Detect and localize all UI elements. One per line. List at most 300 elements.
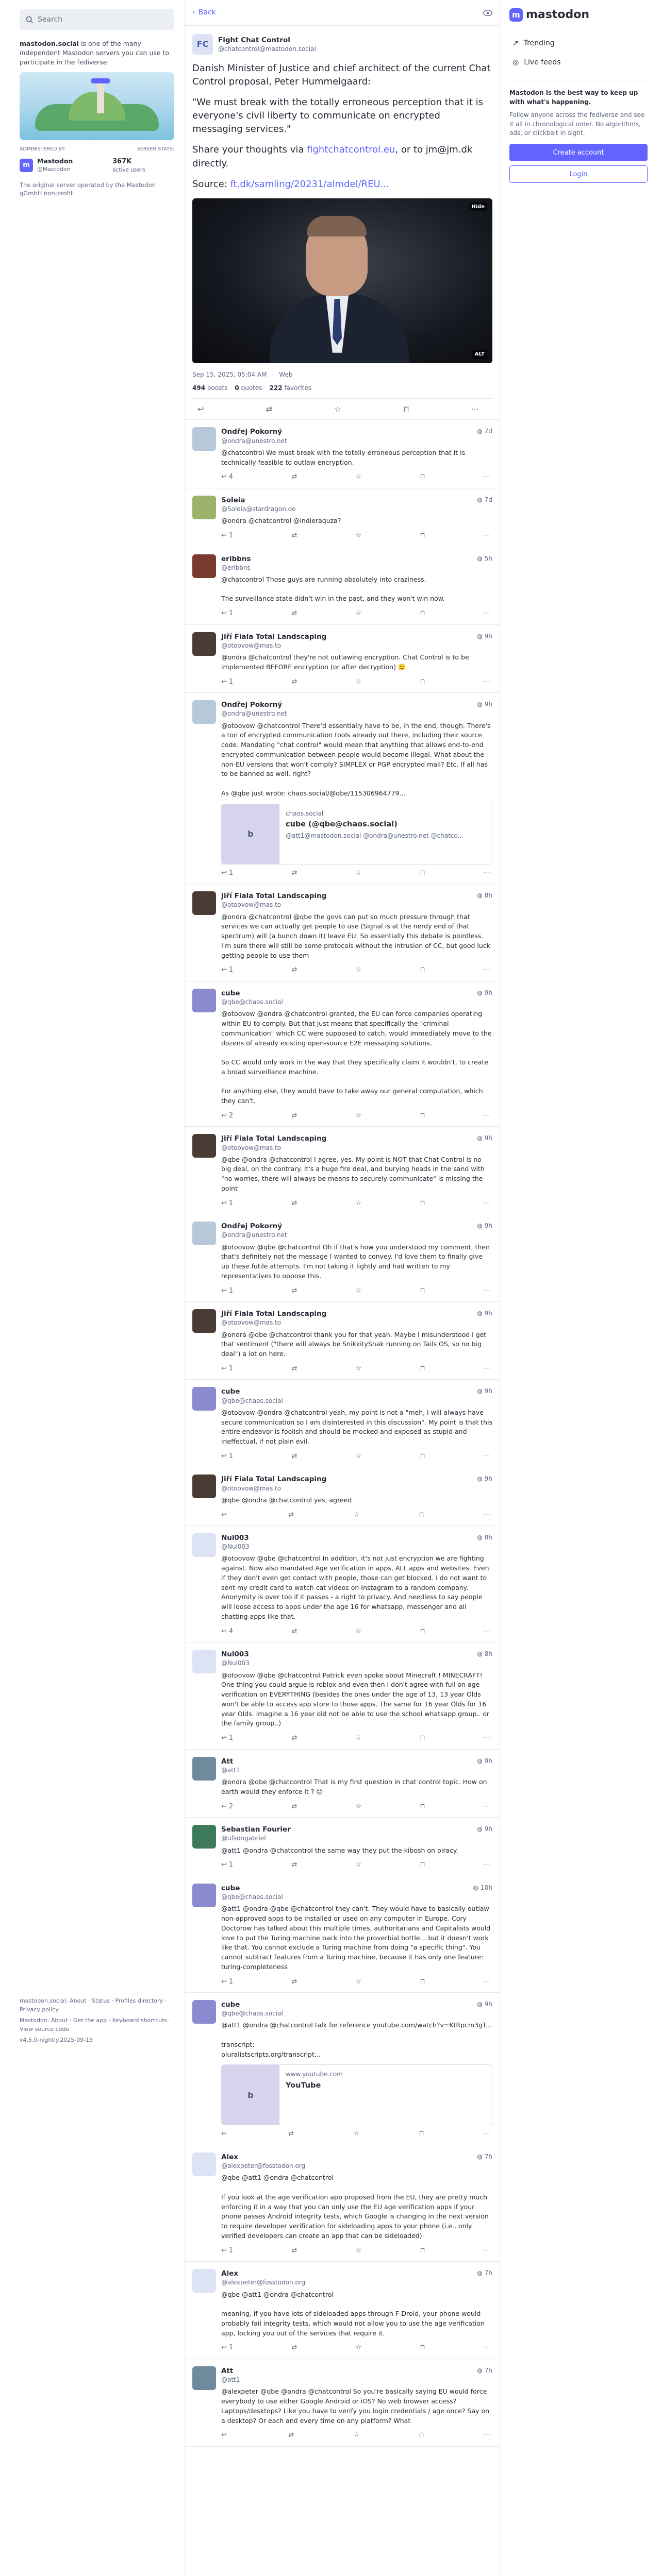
- boost-button[interactable]: [291, 609, 297, 618]
- reply-icon[interactable]: ↩: [197, 404, 204, 414]
- status-time[interactable]: [477, 1387, 492, 1395]
- boost-icon[interactable]: ⇄: [266, 404, 273, 414]
- boost-icon: ⇄: [288, 2431, 294, 2439]
- reply-button[interactable]: [221, 1364, 233, 1374]
- brand-logo[interactable]: [509, 7, 648, 23]
- boost-button[interactable]: [291, 677, 297, 687]
- more-button[interactable]: [484, 2129, 490, 2139]
- more-icon[interactable]: ⋯: [471, 404, 479, 414]
- display-name[interactable]: Jiří Fiala Total Landscaping: [221, 1134, 327, 1143]
- display-name[interactable]: Jiří Fiala Total Landscaping: [221, 1475, 327, 1484]
- bookmark-button[interactable]: [420, 2343, 425, 2352]
- bookmark-button[interactable]: [420, 472, 425, 482]
- favorite-button[interactable]: [356, 531, 362, 540]
- avatar[interactable]: [192, 2366, 216, 2390]
- display-name[interactable]: Nul003: [221, 1650, 249, 1659]
- avatar[interactable]: [192, 632, 216, 656]
- reply-text: @otoovow @chatcontrol There'd essentially have to be, in the end, though. There's a ton of encrypted communication tools already out there, including their source code. Mandating "chat control" would mean that anything that allows end-to-end encrypted communication between people would become illegal. What about the non-EU versions that won't comply? SIMPLEX or PGP encrypted mail? Etc. If all has to be banned as well, right? As @qbe just wrote: chaos.social/@qbe/115306964779…: [221, 721, 491, 797]
- status-time[interactable]: [477, 1825, 492, 1833]
- time-label: 5h: [484, 554, 492, 562]
- more-icon: ⋯: [483, 531, 490, 539]
- reply-status[interactable]: [185, 2145, 500, 2262]
- nav-live-feeds[interactable]: [509, 53, 648, 72]
- display-name[interactable]: Nul003: [221, 1534, 249, 1543]
- reply-status[interactable]: [185, 1380, 500, 1467]
- reply-status[interactable]: [185, 1526, 500, 1642]
- bookmark-button[interactable]: [420, 1286, 425, 1296]
- globe-icon: ◍: [477, 1475, 483, 1483]
- bookmark-button[interactable]: [419, 2431, 424, 2440]
- more-button[interactable]: [484, 1627, 490, 1636]
- source-link[interactable]: ft.dk/samling/20231/almdel/REU...: [230, 178, 389, 190]
- back-button[interactable]: [192, 8, 216, 18]
- server-stats-label: SERVER STATS:: [137, 146, 174, 152]
- status-time[interactable]: [477, 891, 492, 900]
- display-name[interactable]: Ondřej Pokorný: [221, 701, 283, 709]
- alt-badge[interactable]: ALT: [472, 350, 487, 359]
- more-button[interactable]: [484, 2343, 490, 2352]
- avatar[interactable]: [192, 427, 216, 451]
- status-time[interactable]: [477, 989, 492, 997]
- boost-button[interactable]: [291, 869, 297, 878]
- globe-icon: ◎: [512, 58, 519, 66]
- reply-button[interactable]: [221, 1734, 233, 1743]
- more-button[interactable]: [484, 869, 490, 878]
- bookmark-button[interactable]: [420, 2246, 425, 2256]
- boost-button[interactable]: [291, 1111, 297, 1121]
- display-name[interactable]: cube: [221, 1387, 240, 1396]
- more-icon: ⋯: [483, 1734, 490, 1742]
- reply-status[interactable]: [185, 884, 500, 981]
- boost-count[interactable]: [192, 384, 227, 392]
- bookmark-icon: ⊓: [419, 1511, 424, 1519]
- star-icon: ☆: [355, 609, 362, 618]
- display-name[interactable]: Jiří Fiala Total Landscaping: [221, 632, 327, 641]
- favorite-button[interactable]: [356, 965, 362, 975]
- reply-status[interactable]: [185, 420, 500, 488]
- boost-button[interactable]: [291, 1734, 297, 1743]
- boost-button[interactable]: [288, 2431, 294, 2440]
- reply-button[interactable]: [221, 609, 233, 618]
- globe-icon: ◍: [477, 1650, 483, 1658]
- avatar[interactable]: [192, 1475, 216, 1498]
- reply-status[interactable]: [185, 981, 500, 1127]
- display-name[interactable]: Soleia: [221, 496, 245, 504]
- favorite-button[interactable]: [356, 1364, 362, 1374]
- more-button[interactable]: [484, 472, 490, 482]
- status-time[interactable]: [477, 427, 492, 435]
- hide-media-button[interactable]: Hide: [469, 202, 487, 212]
- bookmark-button[interactable]: [420, 677, 425, 687]
- reply-status[interactable]: [185, 1467, 500, 1526]
- reply-status[interactable]: [185, 1127, 500, 1214]
- reply-text: @att1 @ondra @chatcontrol talk for reference youtube.com/watch?v=KtRpcm3gT... transcript: pluralistscripts.org/transcript...: [221, 2021, 492, 2058]
- reply-text: @qbe @ondra @chatcontrol I agree, yes. My point is NOT that Chat Control is no big deal, on the contrary. It's a huge fire deal, and burying heads in the sand with "no worries, there will always be means to securely communicate" is missing the point: [221, 1155, 485, 1192]
- status-time[interactable]: [477, 2153, 492, 2161]
- more-button[interactable]: [484, 1452, 490, 1461]
- reply-text: @att1 @ondra @chatcontrol the same way they put the kibosh on piracy.: [221, 1846, 458, 1854]
- avatar[interactable]: [192, 891, 216, 915]
- favorite-button[interactable]: [356, 1802, 362, 1811]
- footer-links-mastodon[interactable]: Mastodon: About · Get the app · Keyboard shortcuts · View source code: [20, 2017, 171, 2033]
- reply-text: @ondra @qbe @chatcontrol thank you for that yeah. Maybe I misunderstood I get that sentiment ("there will always be SnikkitySnak running on Tails OS, so no big deal") a lot on here.: [221, 1330, 487, 1358]
- more-button[interactable]: [484, 1860, 490, 1870]
- reply-status[interactable]: [185, 488, 500, 547]
- bookmark-icon: ⊓: [420, 1734, 425, 1742]
- bookmark-button[interactable]: [420, 1977, 425, 1987]
- avatar[interactable]: [192, 1309, 216, 1333]
- favorite-button[interactable]: [354, 2431, 360, 2440]
- reply-text: @otoovow @ondra @chatcontrol granted, the EU can force companies operating within EU to comply. But that just means that specifically the "criminal communication" which CC were supposed to catch, would immediately move to the dozens of already existing open-source E2E messaging solutions. So CC would only work in the way that they specifically claim it wouldn't, to create a broad surveillance machine. For anything else, they would have to take away our general computation, which they can't.: [221, 1010, 492, 1105]
- avatar[interactable]: [192, 1757, 216, 1781]
- reply-action-bar: [221, 1511, 492, 1520]
- more-button[interactable]: [484, 1977, 490, 1987]
- display-name[interactable]: cube: [221, 1884, 240, 1892]
- bookmark-button[interactable]: [420, 869, 425, 878]
- display-name[interactable]: Alex: [221, 2153, 238, 2162]
- login-button[interactable]: Login: [509, 165, 648, 183]
- avatar[interactable]: [192, 700, 216, 724]
- more-button[interactable]: [484, 1111, 490, 1121]
- reply-button[interactable]: [221, 965, 233, 975]
- display-name[interactable]: Sebastian Fourier: [221, 1825, 291, 1834]
- boost-button[interactable]: [291, 1452, 297, 1461]
- globe-icon: ◍: [477, 1310, 483, 1317]
- account-handle: @otoovow@mas.to: [221, 1484, 282, 1492]
- boost-icon: ⇄: [291, 677, 297, 686]
- bookmark-button[interactable]: [420, 1111, 425, 1121]
- favorite-button[interactable]: [356, 1452, 362, 1461]
- favorite-button[interactable]: [356, 1286, 362, 1296]
- more-icon: ⋯: [483, 1452, 490, 1460]
- favorite-button[interactable]: [356, 1860, 362, 1870]
- account-handle: @ondra@unestro.net: [221, 437, 287, 445]
- reply-button[interactable]: [221, 1286, 233, 1296]
- server-domain: mastodon.social: [20, 40, 79, 47]
- boost-button[interactable]: [288, 2129, 294, 2139]
- globe-icon: ◍: [477, 1534, 483, 1541]
- reply-status[interactable]: [185, 1642, 500, 1749]
- card-description: @att1@mastodon.social @ondra@unestro.net @chatco...: [286, 832, 464, 840]
- promo-title: Mastodon is the best way to keep up with what's happening.: [509, 89, 638, 106]
- avatar[interactable]: [192, 554, 216, 578]
- reply-content: [221, 1330, 492, 1359]
- favorite-button[interactable]: [356, 1111, 362, 1121]
- bookmark-button[interactable]: [420, 609, 425, 618]
- favorite-button[interactable]: [356, 1627, 362, 1636]
- server-hero-image: [20, 72, 174, 140]
- reply-count: 1: [228, 1977, 234, 1986]
- reply-button[interactable]: [221, 869, 233, 878]
- account-handle: @Nul003: [221, 1543, 250, 1551]
- status-time[interactable]: [473, 1884, 492, 1892]
- boost-button[interactable]: [291, 2246, 297, 2256]
- account-handle: @qbe@chaos.social: [221, 2010, 283, 2018]
- bookmark-icon: ⊓: [420, 1452, 425, 1460]
- more-button[interactable]: [484, 965, 490, 975]
- avatar[interactable]: [192, 1134, 216, 1158]
- reply-count: 1: [228, 2344, 234, 2352]
- reply-status[interactable]: [185, 1993, 500, 2145]
- status-time[interactable]: [477, 496, 492, 504]
- status-time[interactable]: [477, 700, 492, 708]
- avatar[interactable]: [192, 1533, 216, 1557]
- status-time[interactable]: [477, 1650, 492, 1658]
- display-name[interactable]: Alex: [221, 2269, 238, 2278]
- avatar[interactable]: [192, 2153, 216, 2176]
- bookmark-icon[interactable]: ⊓: [403, 404, 409, 414]
- time-label: 8h: [484, 1534, 492, 1541]
- reply-button[interactable]: [221, 1111, 233, 1121]
- status-time[interactable]: [477, 632, 492, 640]
- display-name[interactable]: Ondřej Pokorný: [221, 1222, 283, 1231]
- avatar[interactable]: [192, 1884, 216, 1907]
- favorite-button[interactable]: [354, 1511, 360, 1520]
- display-name[interactable]: Att: [221, 2366, 234, 2375]
- time-label: 9h: [484, 632, 492, 640]
- favorite-button[interactable]: [356, 2343, 362, 2352]
- reply-button[interactable]: [221, 531, 233, 540]
- avatar[interactable]: [192, 1650, 216, 1673]
- more-button[interactable]: [484, 2246, 490, 2256]
- time-label: 9h: [484, 1222, 492, 1230]
- status-account[interactable]: [192, 34, 492, 55]
- avatar[interactable]: [192, 2000, 216, 2024]
- account-handle: @chatcontrol@mastodon.social: [218, 45, 316, 53]
- reply-status[interactable]: [185, 2359, 500, 2447]
- favorite-button[interactable]: [356, 677, 362, 687]
- footer-links-server[interactable]: mastodon.social: About · Status · Profiles directory · Privacy policy: [20, 1997, 167, 2013]
- reply-button[interactable]: [221, 1199, 233, 1208]
- time-label: 9h: [484, 2001, 492, 2008]
- status-time[interactable]: [477, 1134, 492, 1142]
- display-name[interactable]: Jiří Fiala Total Landscaping: [221, 1310, 327, 1318]
- globe-icon: ◍: [477, 892, 483, 900]
- more-button[interactable]: [484, 1199, 490, 1208]
- replies-list: [185, 420, 500, 2447]
- status-time[interactable]: [477, 2269, 492, 2277]
- favorite-button[interactable]: [356, 1977, 362, 1987]
- more-button[interactable]: [484, 677, 490, 687]
- boost-button[interactable]: [291, 1627, 297, 1636]
- more-icon: ⋯: [484, 1511, 490, 1519]
- reply-button[interactable]: [221, 1802, 233, 1811]
- more-icon: ⋯: [484, 2431, 490, 2439]
- more-button[interactable]: [484, 1364, 490, 1374]
- reply-content: [221, 2387, 492, 2426]
- avatar[interactable]: [192, 2269, 216, 2293]
- reply-button[interactable]: [221, 2246, 233, 2256]
- status-time[interactable]: [477, 2366, 492, 2375]
- star-icon[interactable]: ☆: [334, 404, 341, 414]
- status-paragraph: [192, 143, 492, 170]
- more-icon: ⋯: [483, 473, 490, 481]
- boost-button[interactable]: [291, 2343, 297, 2352]
- status-time[interactable]: [477, 554, 492, 563]
- reply-status[interactable]: [185, 625, 500, 693]
- reply-button[interactable]: [221, 472, 233, 482]
- display-name[interactable]: Att: [221, 1757, 234, 1766]
- bookmark-button[interactable]: [419, 1511, 424, 1520]
- avatar[interactable]: [192, 989, 216, 1012]
- status-action-bar: [185, 399, 500, 420]
- favorite-button[interactable]: [356, 1199, 362, 1208]
- reply-icon: ↩: [221, 1452, 227, 1460]
- favorite-button[interactable]: [356, 2246, 362, 2256]
- bookmark-button[interactable]: [419, 2129, 424, 2139]
- reply-text: @qbe @att1 @ondra @chatcontrol If you look at the age verification app proposed from the EU, they are pretty much enforcing it in a way that you can only use the EU age verification apps if your phone passes Android integrity tests, which Google is changing in the next version to require developer verification for sideloading apps to your phone (i.e., only verified developers can create an app that can be sideloaded): [221, 2174, 489, 2240]
- more-button[interactable]: [484, 1511, 490, 1520]
- reply-action-bar: [221, 609, 492, 618]
- reply-status[interactable]: [185, 1302, 500, 1380]
- reply-action-bar: [221, 1452, 492, 1461]
- status-time[interactable]: [477, 1475, 492, 1483]
- boost-icon: ⇄: [291, 1802, 297, 1810]
- server-about: [20, 39, 174, 67]
- reply-text: @alexpeter @qbe @ondra @chatcontrol So you're basically saying EU would force everybody to use either Google Android or iOS? No web browser access? Laptops/desktops? Like you have to verify you login credentials / age once? Say on a desktop? Or each and every time on any platform? What: [221, 2387, 490, 2425]
- reply-status[interactable]: [185, 1818, 500, 1876]
- bookmark-button[interactable]: [420, 531, 425, 540]
- account-handle: @att1: [221, 1766, 240, 1774]
- status-time[interactable]: [477, 1757, 492, 1765]
- favorite-button[interactable]: [354, 2129, 360, 2139]
- reply-button[interactable]: [221, 1977, 233, 1987]
- avatar[interactable]: [192, 496, 216, 519]
- reply-button[interactable]: [221, 2343, 233, 2352]
- link-preview-card[interactable]: [221, 2064, 492, 2125]
- bookmark-button[interactable]: [420, 1802, 425, 1811]
- search-input[interactable]: [38, 15, 161, 25]
- favorite-button[interactable]: [356, 869, 362, 878]
- reply-status[interactable]: [185, 1750, 500, 1818]
- reply-button[interactable]: [221, 1860, 233, 1870]
- account-handle: @ondra@unestro.net: [221, 710, 287, 718]
- reply-status[interactable]: [185, 693, 500, 884]
- bookmark-button[interactable]: [420, 1734, 425, 1743]
- time-label: 9h: [484, 1475, 492, 1483]
- star-icon: ☆: [355, 2344, 362, 2352]
- account-handle: @otoovow@mas.to: [221, 1144, 282, 1151]
- avatar[interactable]: FC: [192, 34, 213, 55]
- reply-text: @otoovow @qbe @chatcontrol Patrick even spoke about Minecraft ! MINECRAFT! One thing you could argue is roblox and even then I don't agree with full on age verification on EVERYTHING (besides the ones under the age of 13, 13 year Olds won't be able to access app store to those apps. The same for 16 year Olds for 16 year Olds. Imagine a 16 year old not be able to use the school whatsapp group.. or the family group..): [221, 1671, 490, 1727]
- eye-icon[interactable]: [483, 9, 492, 16]
- avatar[interactable]: [192, 1222, 216, 1245]
- time-label: 8h: [484, 1650, 492, 1658]
- display-name[interactable]: cube: [221, 989, 240, 997]
- more-button[interactable]: [484, 609, 490, 618]
- status-time[interactable]: [477, 1222, 492, 1230]
- status-time[interactable]: [477, 1533, 492, 1541]
- reply-status[interactable]: [185, 1876, 500, 1993]
- boost-button[interactable]: [288, 1511, 294, 1520]
- bookmark-button[interactable]: [420, 1627, 425, 1636]
- reply-content: [221, 1554, 492, 1621]
- reply-button[interactable]: [221, 2431, 229, 2440]
- favorite-count[interactable]: [270, 384, 312, 392]
- link-preview-card[interactable]: [221, 804, 492, 865]
- mastodon-logo-icon: m: [509, 8, 523, 22]
- favorite-button[interactable]: [356, 609, 362, 618]
- status-content: [192, 62, 492, 191]
- display-name: Fight Chat Control: [218, 36, 290, 44]
- boost-button[interactable]: [291, 472, 297, 482]
- bookmark-button[interactable]: [420, 1860, 425, 1870]
- reply-button[interactable]: [221, 2129, 229, 2139]
- quote-count[interactable]: [235, 384, 262, 392]
- display-name[interactable]: Jiří Fiala Total Landscaping: [221, 892, 327, 901]
- reply-text: @ondra @chatcontrol @qbe the govs can put so much pressure through that services we can actually get people to use (Signal is at the nerdy end of that spectrum) will (a bunch down it) leave EU. So essentially this debate is pointless. I'm sure there will still be some protocols without the intrusion of CC, but good luck getting people to use them: [221, 912, 490, 959]
- reply-button[interactable]: [221, 1511, 229, 1520]
- display-name[interactable]: eribbns: [221, 554, 251, 563]
- nav-trending[interactable]: [509, 34, 648, 53]
- display-name[interactable]: Ondřej Pokorný: [221, 428, 283, 436]
- star-icon: ☆: [355, 2246, 362, 2255]
- search-box[interactable]: [20, 9, 174, 30]
- boost-button[interactable]: [291, 1286, 297, 1296]
- link[interactable]: fightchatcontrol.eu: [307, 144, 395, 156]
- boost-button[interactable]: [291, 1199, 297, 1208]
- display-name[interactable]: cube: [221, 2001, 240, 2009]
- more-button[interactable]: [484, 531, 490, 540]
- more-button[interactable]: [484, 1734, 490, 1743]
- bookmark-icon: ⊓: [420, 2344, 425, 2352]
- boost-button[interactable]: [291, 1977, 297, 1987]
- status-time[interactable]: [477, 1309, 492, 1317]
- boost-button[interactable]: [291, 1802, 297, 1811]
- reply-status[interactable]: [185, 1214, 500, 1302]
- status-time[interactable]: [477, 2000, 492, 2008]
- media-image[interactable]: [192, 198, 492, 363]
- reply-button[interactable]: [221, 677, 233, 687]
- boost-button[interactable]: [291, 531, 297, 540]
- server-admin-row[interactable]: [20, 157, 174, 174]
- reply-status[interactable]: [185, 2262, 500, 2359]
- bookmark-button[interactable]: [420, 1199, 425, 1208]
- reply-count: 1: [228, 531, 234, 539]
- avatar[interactable]: [192, 1825, 216, 1849]
- star-icon: ☆: [355, 1627, 362, 1635]
- boost-button[interactable]: [291, 1364, 297, 1374]
- reply-button[interactable]: [221, 1627, 233, 1636]
- avatar[interactable]: [192, 1387, 216, 1411]
- status-paragraph: Danish Minister of Justice and chief architect of the current Chat Control proposal, Peter Hummelgaard:: [192, 63, 491, 88]
- favorite-button[interactable]: [356, 1734, 362, 1743]
- reply-button[interactable]: [221, 1452, 233, 1461]
- status-meta: [192, 370, 492, 379]
- create-account-button[interactable]: Create account: [509, 144, 648, 161]
- boost-button[interactable]: [291, 965, 297, 975]
- bookmark-button[interactable]: [420, 1364, 425, 1374]
- more-button[interactable]: [484, 2431, 490, 2440]
- bookmark-icon: ⊓: [420, 1861, 425, 1869]
- more-button[interactable]: [484, 1802, 490, 1811]
- status-counts: [192, 384, 492, 399]
- more-icon: ⋯: [483, 966, 490, 974]
- status-date[interactable]: Sep 15, 2025, 05:04 AM: [192, 370, 267, 378]
- more-button[interactable]: [484, 1286, 490, 1296]
- bookmark-button[interactable]: [420, 965, 425, 975]
- bookmark-icon: ⊓: [420, 1802, 425, 1810]
- account-handle: @alexpeter@fosstodon.org: [221, 2279, 306, 2286]
- bookmark-button[interactable]: [420, 1452, 425, 1461]
- card-site: chaos.social: [286, 809, 324, 817]
- reply-icon: ↩: [221, 677, 227, 686]
- reply-content: [221, 1009, 492, 1106]
- reply-text: @ondra @qbe @chatcontrol That is my first question in chat control topic. How on earth would they enforce it ? 😕: [221, 1778, 487, 1795]
- favorite-button[interactable]: [356, 472, 362, 482]
- boost-button[interactable]: [291, 1860, 297, 1870]
- reply-status[interactable]: [185, 547, 500, 625]
